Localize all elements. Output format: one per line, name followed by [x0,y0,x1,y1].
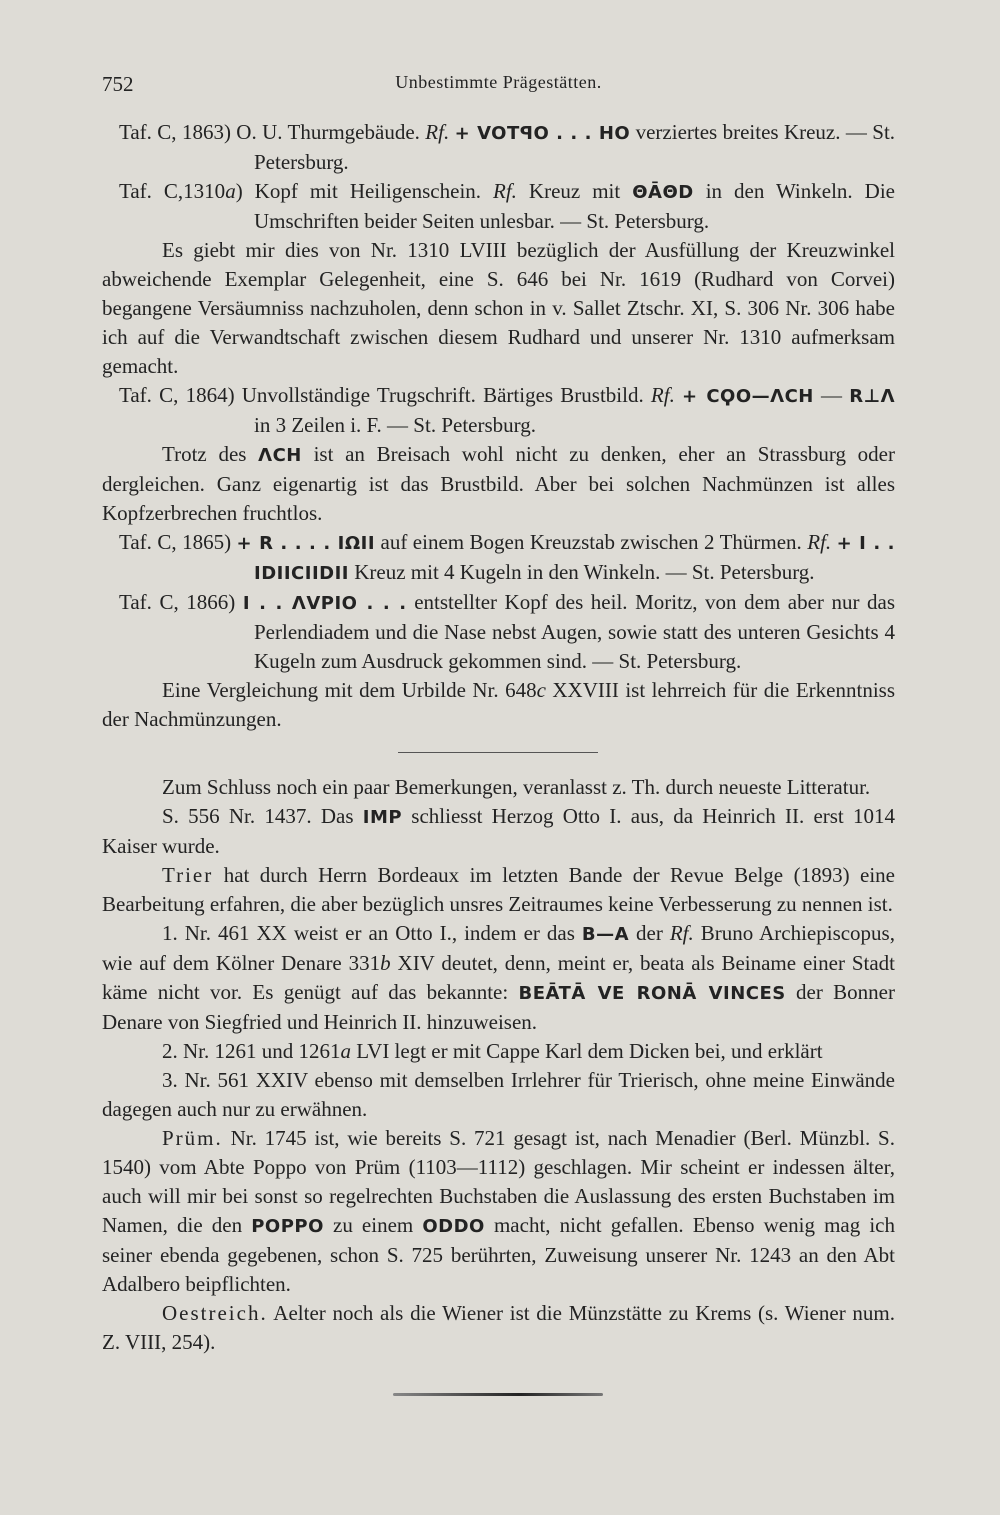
italic-text: a [340,1039,351,1063]
italic-text: a [225,179,236,203]
running-head: Unbestimmte Prägestätten. [395,72,602,92]
section-divider [398,752,598,753]
coin-legend: ΘĀΘD [632,182,694,203]
coin-legend: + R . . . . IΩII [236,533,376,554]
coin-legend: + CϘO—ΛCH [682,386,814,407]
paragraph-oestreich: Oestreich. Aelter noch als die Wiener ist die Münzstätte zu Krems (s. Wiener num. Z. VIII, 254). [102,1301,895,1354]
page-header [102,72,895,102]
italic-text: Rf. [425,120,450,144]
coin-legend: + VOTꟼO . . . HO [454,123,631,144]
coin-legend: POPPO [251,1216,324,1237]
paragraph-point-1: 1. Nr. 461 XX weist er an Otto I., indem er das B—A der Rf. Bruno Archiepiscopus, wie auf dem Kölner Denare 331b XIV deutet, denn, meint er, beata als Beiname einer Stadt käme nicht vor. Es genügt auf das bekannte: BEĀTĀ VE RONĀ VINCES der Bonner Denare von Siegfried und Heinrich II. hinzuweisen. [102,921,895,1034]
italic-text: Rf. [669,921,694,945]
paragraph-point-2: 2. Nr. 1261 und 1261a LVI legt er mit Cappe Karl dem Dicken bei, und erklärt [162,1039,823,1063]
catalog-entry-1865: Taf. C, 1865) + R . . . . IΩII auf einem Bogen Kreuzstab zwischen 2 Thürmen. Rf. + I . . IDIICIIDII Kreuz mit 4 Kugeln in den Winkeln. — St. Petersburg. [119,530,895,584]
coin-legend: ODDO [422,1216,485,1237]
paragraph-vergleichung: Eine Vergleichung mit dem Urbilde Nr. 648c XXVIII ist lehrreich für die Erkenntniss der Nachmünzungen. [102,678,895,731]
catalog-entry-1863: Taf. C, 1863) O. U. Thurmgebäude. Rf. + VOTꟼO . . . HO verziertes breites Kreuz. — St. Petersburg. [119,120,896,174]
spaced-heading: Prüm. [162,1126,223,1150]
italic-text: c [536,678,546,702]
page-number: 752 [102,72,134,96]
italic-text: Rf. [807,530,832,554]
paragraph-rudhard: Es giebt mir dies von Nr. 1310 LVIII bezüglich der Ausfüllung der Kreuzwinkel abweichende Exemplar Gelegenheit, eine S. 646 bei Nr. 1619 (Rudhard von Corvei) begangene Versäumniss nachzuholen, denn schon in v. Sallet Ztschr. XI, S. 306 Nr. 306 habe ich auf die Verwandtschaft zwischen diesem Rudhard und unserer Nr. 1310 aufmerksam gemacht. [102,238,895,378]
spaced-heading: Trier [162,863,214,887]
catalog-entry-1310a: Taf. C,1310a) Kopf mit Heiligenschein. Rf. Kreuz mit ΘĀΘD in den Winkeln. Die Umschriften beider Seiten unlesbar. — St. Petersburg. [119,179,895,233]
coin-legend: + I . . IDIICIIDII [254,533,895,584]
spaced-heading: Oestreich. [162,1301,268,1325]
coin-legend: BEĀTĀ VE RONĀ VINCES [518,983,786,1004]
italic-text: Rf. [493,179,517,203]
paragraph-imp: S. 556 Nr. 1437. Das IMP schliesst Herzog Otto I. aus, da Heinrich II. erst 1014 Kaiser wurde. [102,804,895,858]
catalog-entry-1864: Taf. C, 1864) Unvollständige Trugschrift. Bärtiges Brustbild. Rf. + CϘO—ΛCH — R⊥Λ in 3 Zeilen i. F. — St. Petersburg. [119,383,896,437]
paragraph-pruem: Prüm. Nr. 1745 ist, wie bereits S. 721 gesagt ist, nach Menadier (Berl. Münzbl. S. 1540) vom Abte Poppo von Prüm (1103—1112) geschlagen. Mir scheint er indessen älter, auch will mir bei sonst so regelrechten Buchstaben die Auslassung des ersten Buchstaben im Namen, die den POPPO zu einem ODDO macht, nicht gefallen. Ebenso wenig mag ich seiner ebenda gegebenen, schon S. 725 berührten, Zuweisung unserer Nr. 1243 an den Abt Adalbero beipflichten. [102,1126,895,1296]
paragraph-trier: Trier hat durch Herrn Bordeaux im letzten Bande der Revue Belge (1893) eine Bearbeitung erfahren, die aber bezüglich unsres Zeitraumes keine Verbesserung zu nennen ist. [102,863,895,916]
page-body [102,118,895,1357]
coin-legend: IMP [362,807,403,828]
paragraph-breisach: Trotz des ΛCH ist an Breisach wohl nicht zu denken, eher an Strassburg oder dergleichen. Ganz eigenartig ist das Brustbild. Aber bei solchen Nachmünzen ist alles Kopfzerbrechen fruchtlos. [102,442,895,525]
paragraph-point-3: 3. Nr. 561 XXIV ebenso mit demselben Irrlehrer für Trierisch, ohne meine Einwände dagegen auch nur zu erwähnen. [102,1068,895,1121]
coin-legend: ΛCH [258,445,302,466]
catalog-entry-1866: Taf. C, 1866) I . . ΛVPIO . . . entstellter Kopf des heil. Moritz, von dem aber nur das Perlendiadem und die Nase nebst Augen, sowie statt des unteren Gesichts 4 Kugeln zum Ausdruck gekommen sind. — St. Petersburg. [119,590,895,673]
coin-legend: R⊥Λ [849,386,896,407]
closing-rule [393,1393,603,1396]
coin-legend: B—A [581,924,630,945]
italic-text: Rf. [650,383,675,407]
italic-text: b [380,951,391,975]
coin-legend: I . . ΛVPIO . . . [242,593,407,614]
paragraph-schluss: Zum Schluss noch ein paar Bemerkungen, veranlasst z. Th. durch neueste Litteratur. [162,775,871,799]
